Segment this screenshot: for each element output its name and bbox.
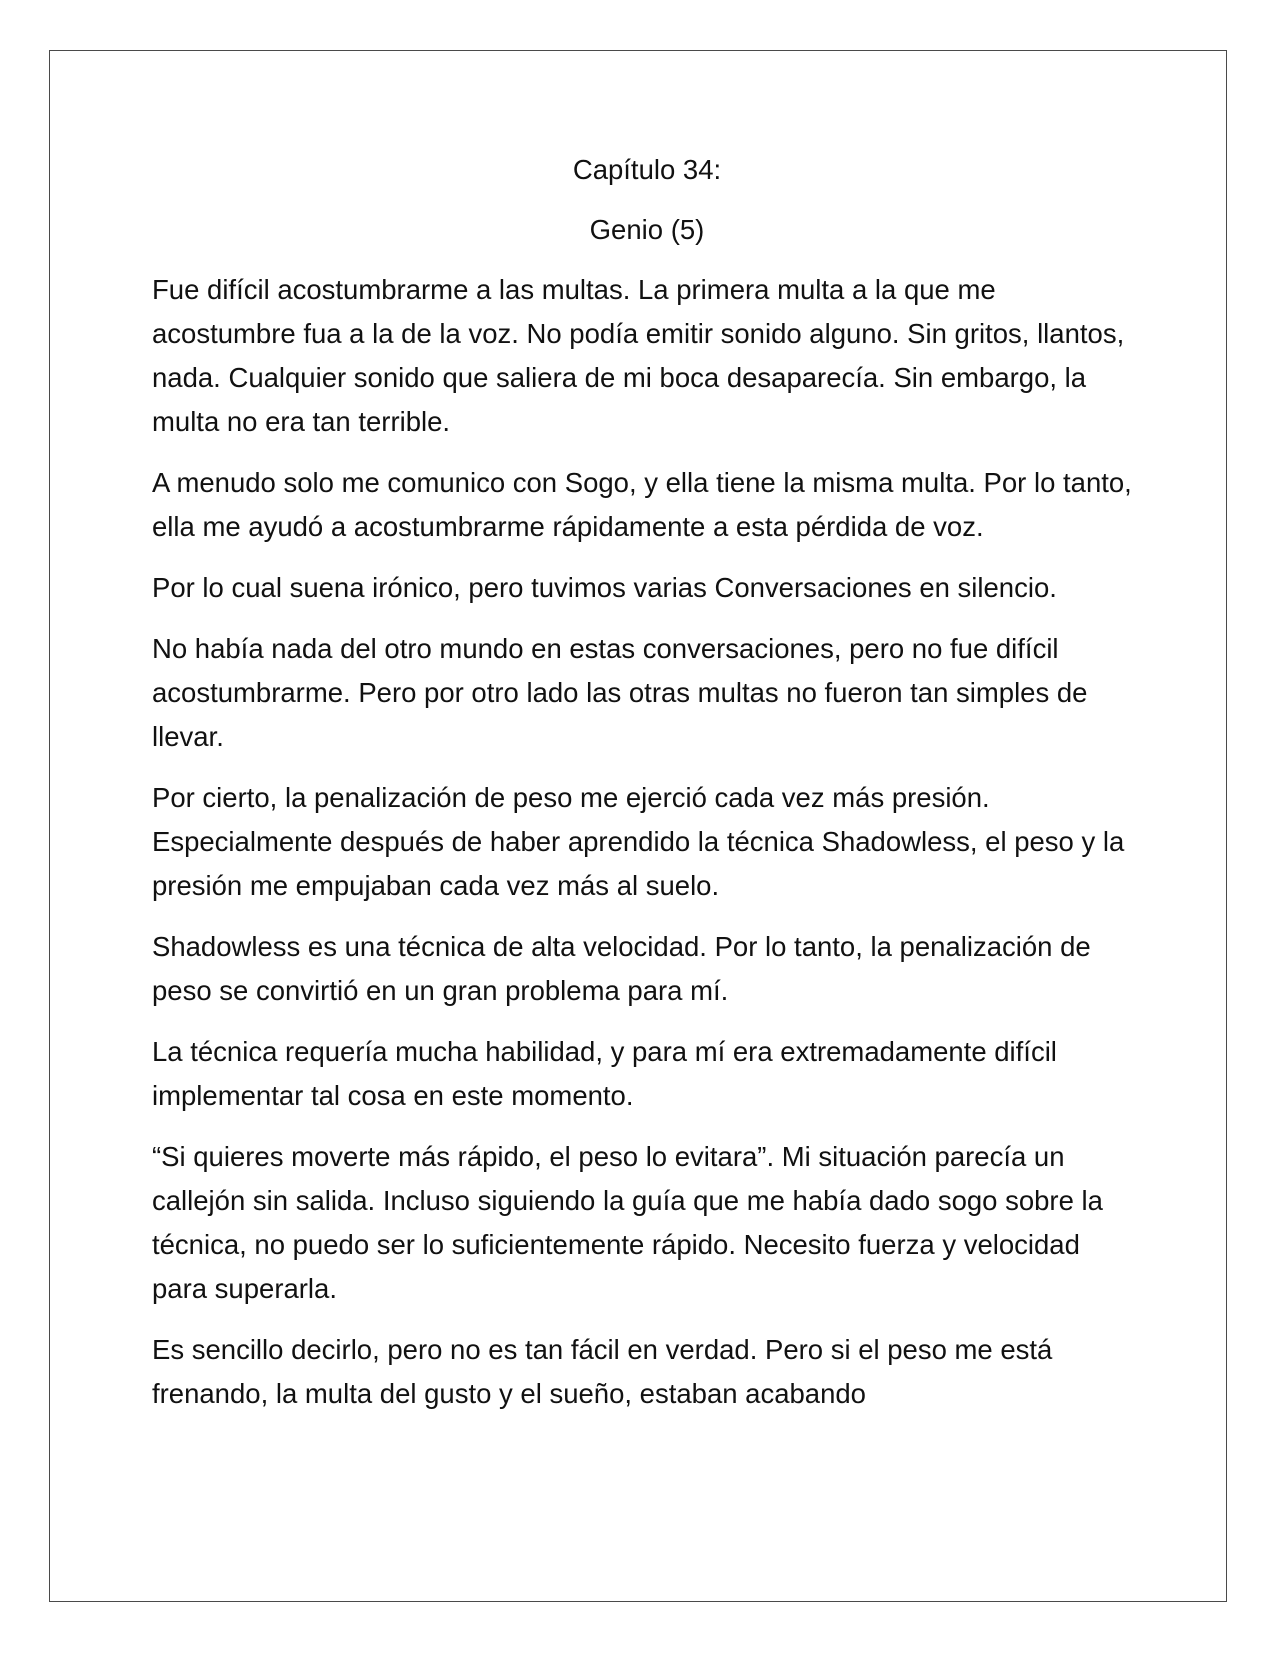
document-body xyxy=(152,148,1142,1433)
paragraph-4: No había nada del otro mundo en estas conversaciones, pero no fue difícil acostumbrarme. Pero por otro lado las otras multas no fueron tan simples de llevar. xyxy=(152,633,1088,752)
paragraph-3: Por lo cual suena irónico, pero tuvimos varias Conversaciones en silencio. xyxy=(152,572,1057,603)
paragraph-9: Es sencillo decirlo, pero no es tan fácil en verdad. Pero si el peso me está frenando, la multa del gusto y el sueño, estaban acabando xyxy=(152,1334,1053,1409)
chapter-subtitle: Genio (5) xyxy=(589,214,705,245)
chapter-title: Capítulo 34: xyxy=(572,154,722,185)
paragraph-5: Por cierto, la penalización de peso me ejerció cada vez más presión. Especialmente después de haber aprendido la técnica Shadowless, el peso y la presión me empujaban cada vez más al suelo. xyxy=(152,782,1125,901)
paragraph-1: Fue difícil acostumbrarme a las multas. La primera multa a la que me acostumbre fua a la de la voz. No podía emitir sonido alguno. Sin gritos, llantos, nada. Cualquier sonido que saliera de mi boca desaparecía. Sin embargo, la multa no era tan terrible. xyxy=(152,274,1125,437)
paragraph-2: A menudo solo me comunico con Sogo, y ella tiene la misma multa. Por lo tanto, ella me ayudó a acostumbrarme rápidamente a esta pérdida de voz. xyxy=(152,467,1132,542)
paragraph-8: “Si quieres moverte más rápido, el peso lo evitara”. Mi situación parecía un callejón sin salida. Incluso siguiendo la guía que me había dado sogo sobre la técnica, no puedo ser lo suficientemente rápido. Necesito fuerza y velocidad para superarla. xyxy=(152,1141,1103,1304)
paragraph-6: Shadowless es una técnica de alta velocidad. Por lo tanto, la penalización de peso se convirtió en un gran problema para mí. xyxy=(152,931,1091,1006)
paragraph-7: La técnica requería mucha habilidad, y para mí era extremadamente difícil implementar tal cosa en este momento. xyxy=(152,1036,1057,1111)
